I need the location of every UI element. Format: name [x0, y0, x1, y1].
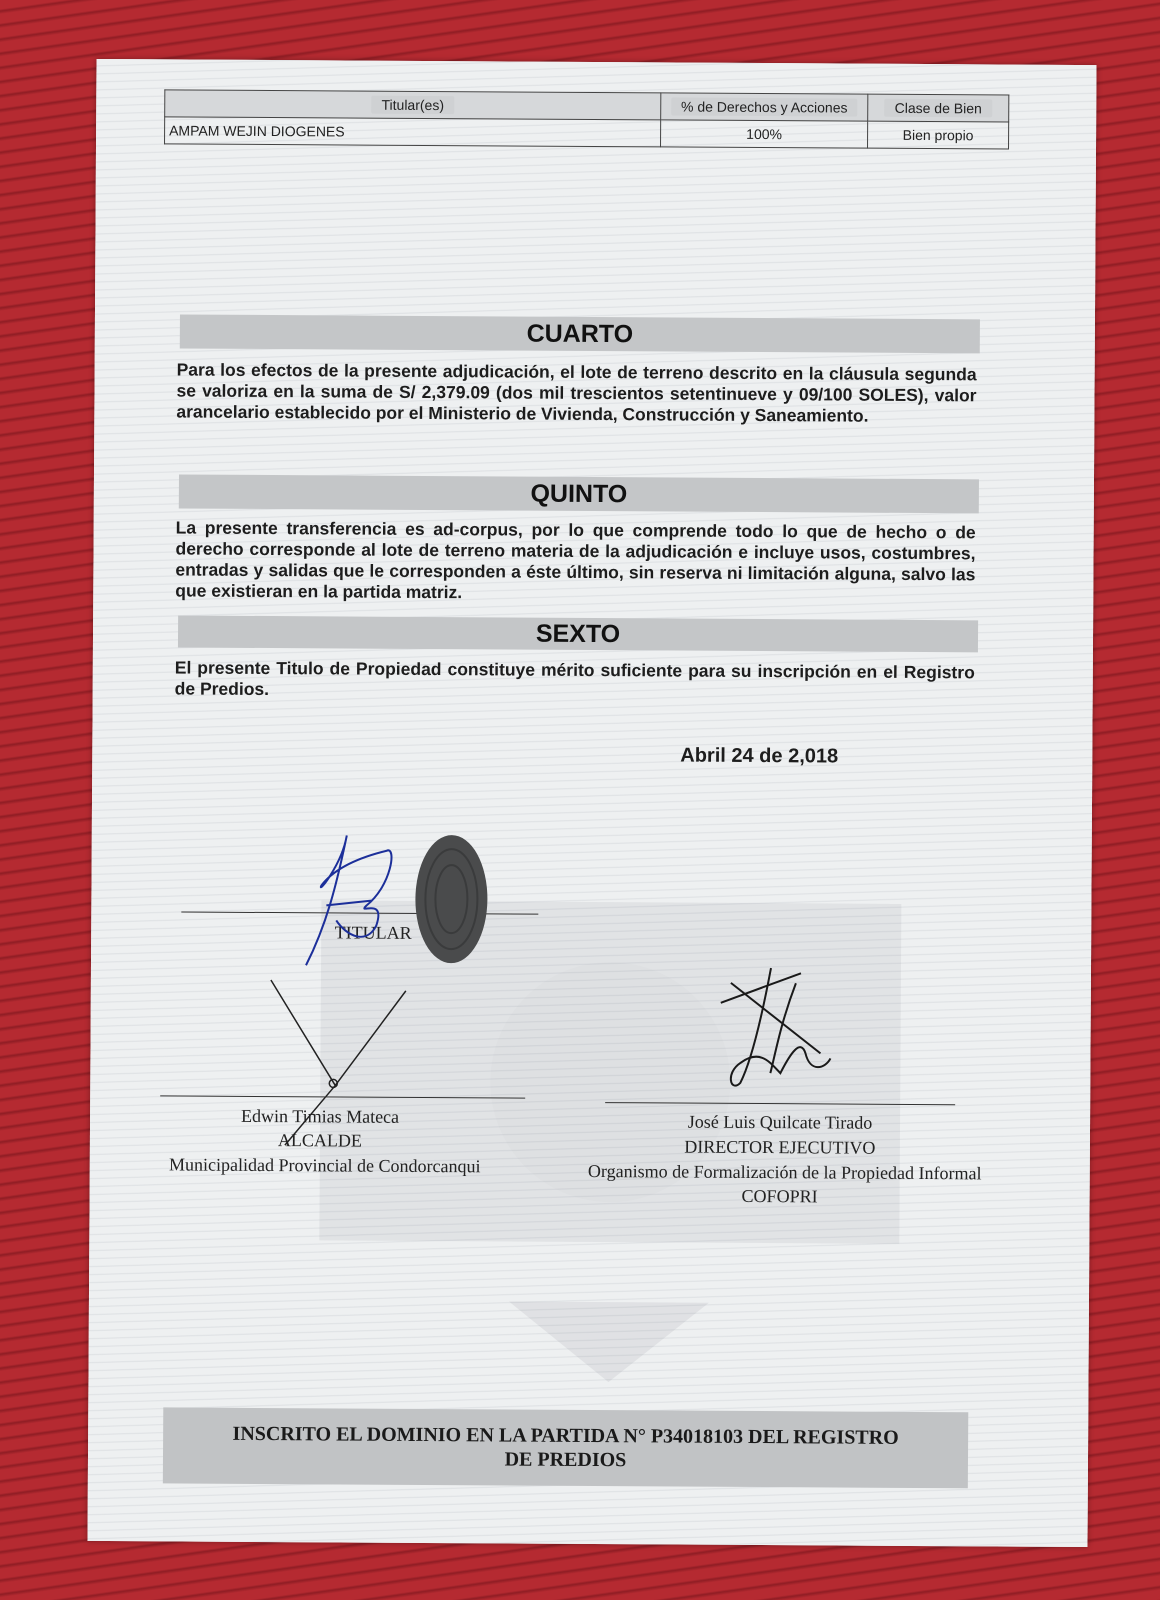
- director-name: José Luis Quilcate Tirado: [687, 1111, 873, 1133]
- cell-kind: Bien propio: [867, 121, 1008, 149]
- header-owners: Titular(es): [165, 90, 661, 120]
- section-text-quinto: La presente transferencia es ad-corpus, por lo que comprende todo lo que de hecho o de derecho corresponde al lote de terreno materia de la adjudicación e incluye usos, costumbres, entradas y salidas que le corresponden a éste último, sin reserva ni limitación alguna, salvo las que existieran en la partida matriz.: [175, 517, 976, 603]
- header-kind: Clase de Bien: [868, 94, 1009, 122]
- fingerprint: [411, 831, 492, 971]
- cell-owner: AMPAM WEJIN DIOGENES: [165, 117, 661, 147]
- table-row: [165, 117, 1009, 149]
- section-title-sexto: SEXTO: [178, 615, 978, 652]
- director-signature: [710, 963, 851, 1104]
- section-title-cuarto: CUARTO: [180, 314, 980, 353]
- issue-date: Abril 24 de 2,018: [680, 744, 839, 768]
- section-text-cuarto: Para los efectos de la presente adjudicación, el lote de terreno descrito en la cláusula segunda se valoriza en la suma de S/ 2,379.09 (dos mil trescientos setentinueve y 09/100 SOLES), valor arancelario establecido por el Ministerio de Vivienda, Construcción y Saneamiento.: [176, 359, 977, 426]
- registry-footer-line2: DE PREDIOS: [504, 1448, 627, 1472]
- registry-footer-line1: INSCRITO EL DOMINIO EN LA PARTIDA N° P34018103 DEL REGISTRO: [232, 1422, 899, 1449]
- director-organization: Organismo de Formalización de la Propiedad Informal: [587, 1160, 982, 1184]
- header-percent: % de Derechos y Acciones: [661, 93, 868, 121]
- section-title-quinto: QUINTO: [179, 474, 979, 513]
- titular-label: TITULAR: [334, 922, 412, 943]
- alcalde-name: Edwin Timias Mateca: [241, 1105, 400, 1127]
- registry-footer: [163, 1407, 968, 1488]
- section-text-sexto: El presente Titulo de Propiedad constituye mérito suficiente para su inscripción en el Registro de Predios.: [174, 657, 975, 700]
- director-organization-short: COFOPRI: [741, 1185, 818, 1207]
- document-page: [87, 59, 1096, 1547]
- director-role: DIRECTOR EJECUTIVO: [684, 1136, 876, 1158]
- alcalde-role: ALCALDE: [277, 1130, 362, 1151]
- owners-table: [164, 89, 1009, 149]
- alcalde-organization: Municipalidad Provincial de Condorcanqui: [169, 1154, 481, 1177]
- cell-percent: 100%: [661, 120, 868, 148]
- titular-signature: [296, 825, 417, 976]
